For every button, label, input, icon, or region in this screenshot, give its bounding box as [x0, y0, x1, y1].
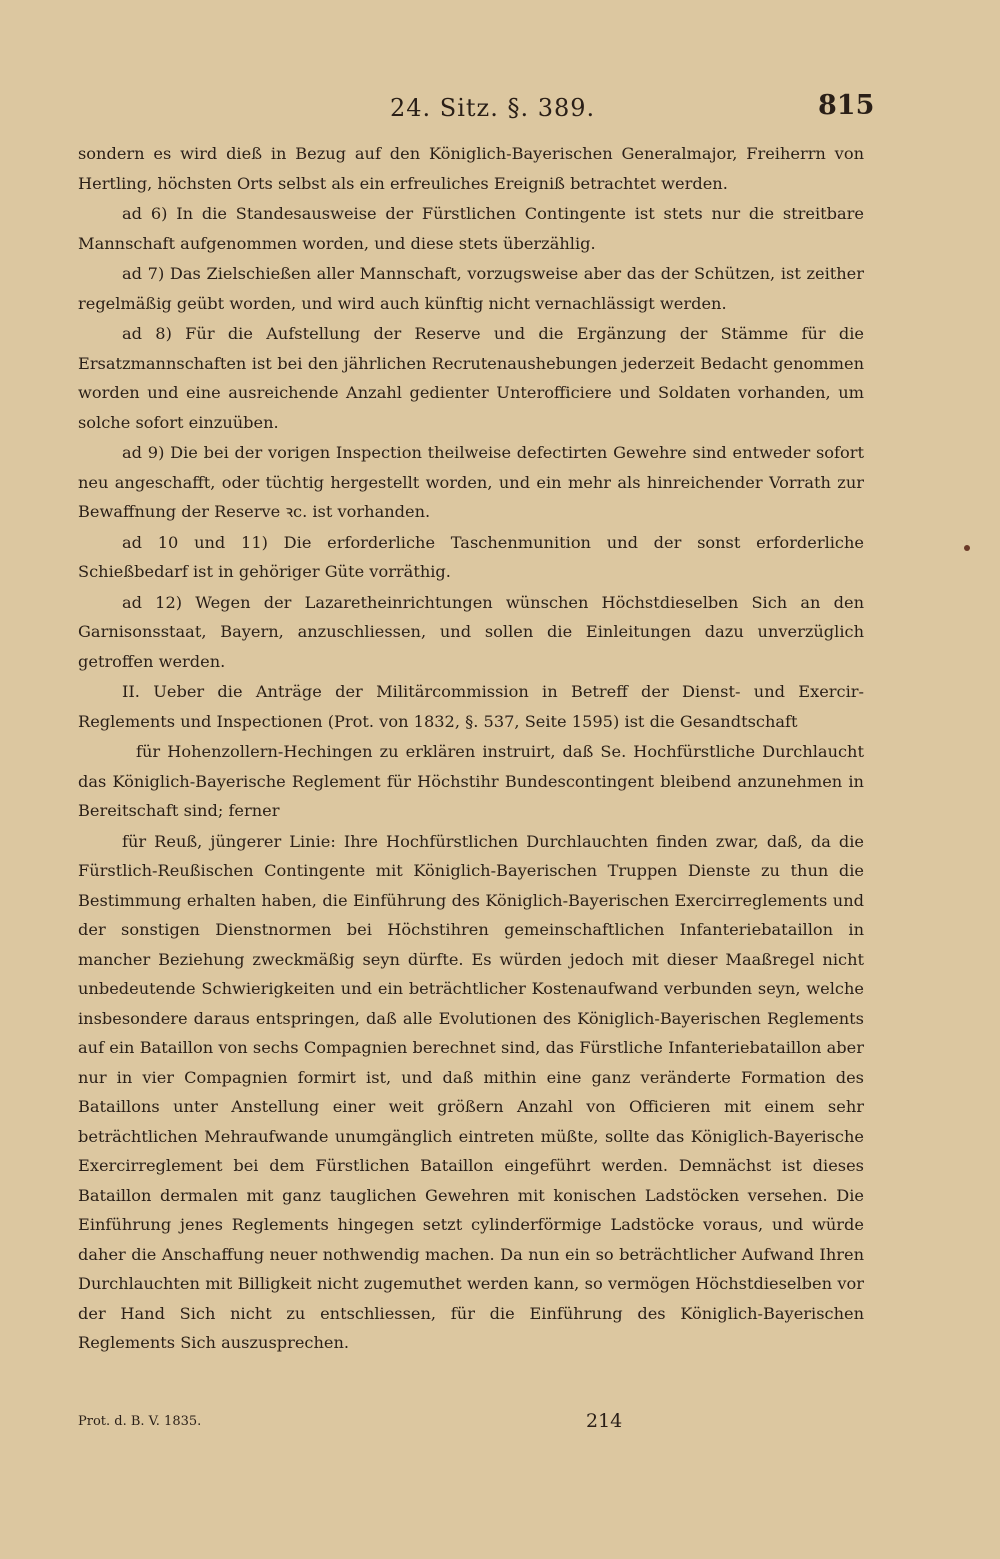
paragraph-hohenzollern: für Hohenzollern-Hechingen zu erklären instruirt, daß Se. Hochfürstliche Durchlaucht das Königlich-Bayerische Reglement für Höchstihr Bundescontingent bleibend anzunehmen in Bereitschaft sind; ferner — [78, 742, 864, 820]
paragraph-continuation: sondern es wird dieß in Bezug auf den Königlich-Bayerischen Generalmajor, Freiherrn von Hertling, höchsten Orts selbst als ein erfreuliches Ereigniß betrachtet werden. — [78, 144, 864, 193]
page-number: 815 — [818, 90, 875, 121]
signature-mark: 214 — [586, 1410, 623, 1432]
paragraph-section-ii: II. Ueber die Anträge der Militärcommission in Betreff der Dienst- und Exercir-Reglements und Inspectionen (Prot. von 1832, §. 537, Seite 1595) ist die Gesandtschaft — [78, 682, 864, 731]
paragraph-ad-8: ad 8) Für die Aufstellung der Reserve und die Ergänzung der Stämme für die Ersatzmannschaften ist bei den jährlichen Recrutenaushebungen jederzeit Bedacht genommen worden und eine ausreichende Anzahl gedienter Unterofficiere und Soldaten vorhanden, um solche sofort einzuüben. — [78, 324, 864, 432]
paragraph-ad-6: ad 6) In die Standesausweise der Fürstlichen Contingente ist stets nur die streitbare Mannschaft aufgenommen worden, und diese stets überzählig. — [78, 204, 864, 253]
body-text — [78, 139, 864, 1359]
margin-mark — [964, 545, 970, 551]
paragraph-ad-7: ad 7) Das Zielschießen aller Mannschaft, vorzugsweise aber das der Schützen, ist zeither regelmäßig geübt worden, und wird auch künftig nicht vernachlässigt werden. — [78, 264, 864, 313]
page-footer — [78, 1410, 864, 1440]
paragraph-ad-12: ad 12) Wegen der Lazaretheinrichtungen wünschen Höchstdieselben Sich an den Garnisonsstaat, Bayern, anzuschliessen, und sollen die Einleitungen dazu unverzüglich getroffen werden. — [78, 592, 864, 671]
footer-note: Prot. d. B. V. 1835. — [78, 1414, 202, 1429]
running-head: 24. Sitz. §. 389. — [390, 94, 596, 122]
paragraph-ad-10-11: ad 10 und 11) Die erforderliche Taschenmunition und der sonst erforderliche Schießbedarf ist in gehöriger Güte vorräthig. — [78, 532, 864, 581]
paragraph-reuss: für Reuß, jüngerer Linie: Ihre Hochfürstlichen Durchlauchten finden zwar, daß, da die Fürstlich-Reußischen Contingente mit Königlich-Bayerischen Truppen Dienste zu thun die Bestimmung erhalten haben, die Einführung des Königlich-Bayerischen Exercirreglements und der sonstigen Dienstnormen bei Höchstihren gemeinschaftlichen Infanteriebataillon in mancher Beziehung zweckmäßig seyn dürfte. Es würden jedoch mit dieser Maaßregel nicht unbedeutende Schwierigkeiten und ein beträchtlicher Kostenaufwand verbunden seyn, welche insbesondere daraus entspringen, daß alle Evolutionen des Königlich-Bayerischen Reglements auf ein Bataillon von sechs Compagnien berechnet sind, das Fürstliche Infanteriebataillon aber nur in vier Compagnien formirt ist, und daß mithin eine ganz veränderte Formation des Bataillons unter Anstellung einer weit größern Anzahl von Officieren mit einem sehr beträchtlichen Mehraufwande unumgänglich eintreten müßte, sollte das Königlich-Bayerische Exercirreglement bei dem Fürstlichen Bataillon eingeführt werden. Demnächst ist dieses Bataillon dermalen mit ganz tauglichen Gewehren mit konischen Ladstöcken versehen. Die Einführung jenes Reglements hingegen setzt cylinderförmige Ladstöcke voraus, und würde daher die Anschaffung neuer nothwendig machen. Da nun ein so beträchtlicher Aufwand Ihren Durchlauchten mit Billigkeit nicht zugemuthet werden kann, so vermögen Höchstdieselben vor der Hand Sich nicht zu entschliessen, für die Einführung des Königlich-Bayerischen Reglements Sich auszusprechen. — [78, 831, 864, 1352]
paragraph-ad-9: ad 9) Die bei der vorigen Inspection theilweise defectirten Gewehre sind entweder sofort neu angeschafft, oder tüchtig hergestellt worden, und ein mehr als hinreichender Vorrath zur Bewaffnung der Reserve ꝛc. ist vorhanden. — [78, 443, 864, 521]
page-header — [0, 90, 1000, 130]
